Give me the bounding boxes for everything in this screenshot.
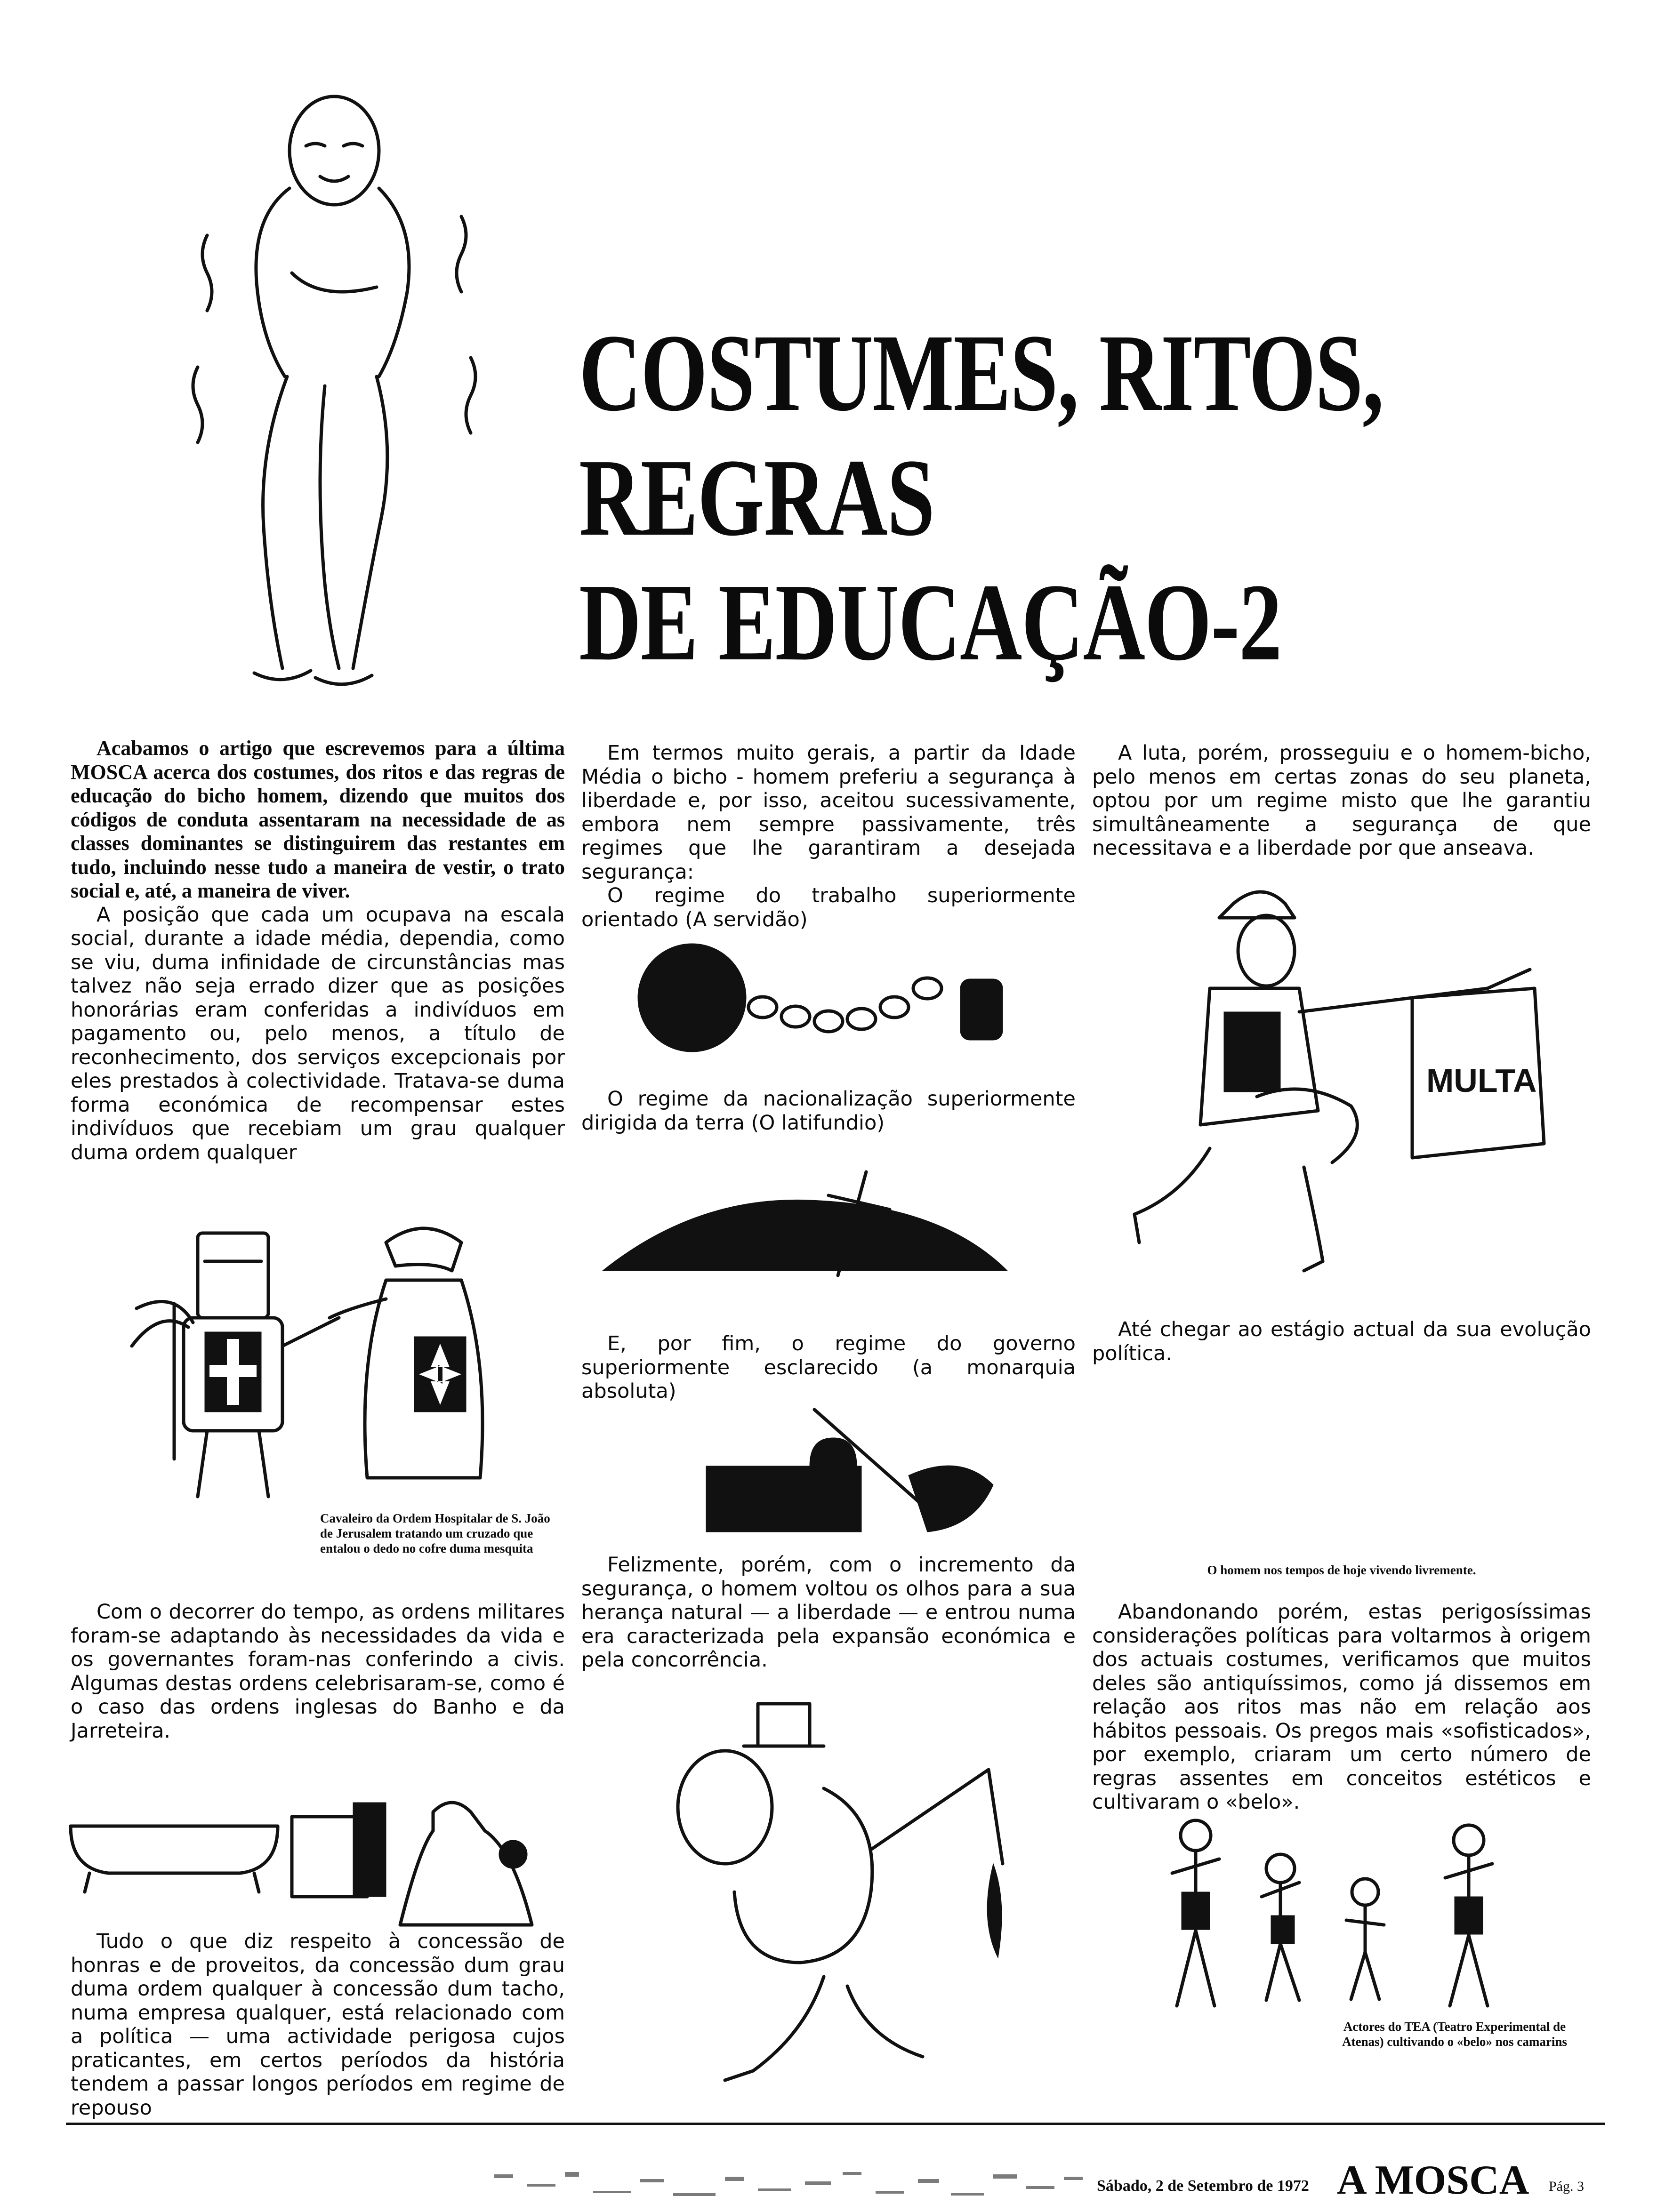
paragraph: O regime da nacionalização superiormente dirigida da terra (O latifundio): [581, 1087, 1076, 1135]
naked-man-illustration: [179, 94, 499, 720]
title-line-2: REGRAS: [579, 436, 934, 559]
column-3-c: [1092, 1600, 1591, 1814]
article-title: [579, 311, 1387, 685]
paragraph: O regime do trabalho superiormente orientado (A servidão): [581, 884, 1076, 931]
paragraph: A luta, porém, prosseguiu e o homem-bicho, pelo menos em certas zonas do seu planeta, optou por um regime misto que lhe garantiu simultâneamente a segurança de que necessitava e a liberdade por que anseava.: [1092, 741, 1591, 860]
title-line-1: COSTUMES, RITOS,: [579, 312, 1384, 434]
grave-cross-illustration: [593, 1162, 1017, 1290]
column-2-d: [581, 1553, 1076, 1672]
caption-knight: Cavaleiro da Ordem Hospitalar de S. João de Jerusalem tratando um cruzado que entalou o dedo no cofre duma mesquita: [320, 1511, 550, 1555]
footer-masthead: A MOSCA: [1337, 2157, 1529, 2203]
lead-paragraph: Acabamos o artigo que escrevemos para a última MOSCA acerca dos costumes, dos ritos e das regras de educação do bicho homem, dizendo que muitos dos códigos de conduta assentaram na necessidade de as classes dominantes se distinguirem das restantes em tudo, incluindo nesse tudo a maneira de vestir, o trato social e, até, a maneira de viver.: [71, 737, 565, 902]
paragraph: Com o decorrer do tempo, as ordens militares foram-se adaptando às necessidades da vida e os governantes foram-nas conferindo a civis. Algumas destas ordens celebrisaram-se, como é o caso das ordens inglesas do Banho e da Jarreteira.: [71, 1600, 565, 1743]
paragraph: A posição que cada um ocupava na escala social, durante a idade média, dependia, como se viu, duma infinidade de circunstâncias mas talvez não seja errado dizer que as posições honorárias eram conferidas a indivíduos em pagamento ou, pelo menos, a título de reconhecimento, dos serviços excepcionais por eles prestados à colectividade. Tratava-se duma forma económica de recompensar estes indivíduos que recebiam um grau qualquer duma ordem qualquer: [71, 903, 565, 1164]
column-1: [71, 737, 565, 1164]
paragraph: Abandonando porém, estas perigosíssimas considerações políticas para voltarmos à origem dos actuais costumes, verificamos que muitos deles são antiquíssimos, como já dissemos em relação aos ritos mas não em relação aos hábitos pessoais. Os pregos mais «sofisticados», por exemplo, criaram um certo número de regras assentes em conceitos estéticos e cultivaram o «belo».: [1092, 1600, 1591, 1814]
footer-page-number: Pág. 3: [1549, 2179, 1584, 2194]
bath-and-garter-illustration: [61, 1784, 560, 1915]
paragraph: E, por fim, o regime do governo superiormente esclarecido (a monarquia absoluta): [581, 1332, 1076, 1403]
paragraph: Até chegar ao estágio actual da sua evolução política.: [1092, 1318, 1591, 1365]
man-carrying-capitalist-illustration: [668, 1694, 1059, 2099]
block-and-axe-illustration: [697, 1400, 1026, 1551]
knight-and-hospitaller-illustration: [122, 1205, 537, 1511]
ball-and-chain-illustration: [635, 937, 1022, 1064]
caption-actors: Actores do TEA (Teatro Experimental de Atenas) cultivando o «belo» nos camarins: [1342, 2020, 1567, 2049]
footer-rule: [66, 2123, 1605, 2125]
column-2-b: [581, 1087, 1076, 1135]
footer-noise-texture: [485, 2165, 1097, 2212]
paragraph: Felizmente, porém, com o incremento da segurança, o homem voltou os olhos para a sua herança natural — a liberdade — e entrou numa era caracterizada pela expansão económica e pela concorrência.: [581, 1553, 1076, 1672]
footer-date: Sábado, 2 de Setembro de 1972: [1097, 2177, 1309, 2195]
paragraph: Em termos muito gerais, a partir da Idade Média o bicho - homem preferiu a segurança à liberdade e, por isso, aceitou sucessivamente, embora nem sempre passivamente, três regimes que lhe garantiram a desejada segurança:: [581, 741, 1076, 884]
man-with-multa-sign-illustration: [1116, 885, 1586, 1294]
column-1-end: [71, 1930, 565, 2120]
actors-illustration: [1163, 1812, 1558, 2014]
column-2: [581, 741, 1076, 931]
title-line-3: DE EDUCAÇÃO-2: [579, 561, 1281, 683]
column-2-c: [581, 1332, 1076, 1403]
multa-sign: MULTA: [1426, 1062, 1537, 1099]
column-1-continued: [71, 1600, 565, 1743]
paragraph: Tudo o que diz respeito à concessão de honras e de proveitos, da concessão dum grau duma ordem qualquer à concessão dum tacho, numa empresa qualquer, está relacionado com a política — uma actividade perigosa cujos praticantes, em certos períodos da história tendem a passar longos períodos em regime de repouso: [71, 1930, 565, 2120]
caption-free-man: O homem nos tempos de hoje vivendo livremente.: [1207, 1563, 1476, 1577]
column-3: [1092, 741, 1591, 860]
column-3-b: [1092, 1318, 1591, 1365]
